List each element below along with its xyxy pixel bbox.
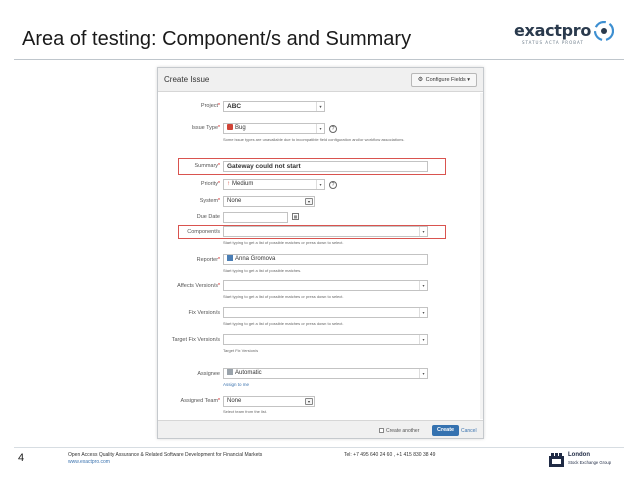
reporter-value: Anna Gromova (235, 256, 276, 262)
create-issue-dialog (157, 67, 484, 439)
chevron-down-icon: ▾ (419, 227, 427, 236)
issue-type-value: Bug (235, 125, 246, 131)
project-value: ABC (227, 103, 242, 110)
summary-value: Gateway could not start (227, 163, 301, 170)
summary-label: Summary* (194, 163, 220, 169)
footer-website-link[interactable]: www.exactpro.com (68, 459, 110, 465)
bug-icon (227, 124, 233, 130)
title-divider (14, 59, 624, 60)
lse-wordmark: London (568, 452, 590, 458)
assign-to-me-link[interactable]: Assign to me (223, 382, 250, 387)
system-value: None (227, 198, 242, 204)
logo-mark-icon (594, 21, 614, 41)
project-label: Project* (200, 103, 220, 109)
system-select[interactable] (223, 196, 315, 207)
components-hint: Start typing to get a list of possible matches or press down to select. (223, 240, 344, 245)
footer-phone: Tel: +7 495 640 24 60 , +1 415 830 38 49 (344, 452, 436, 458)
reporter-label: Reporter* (196, 257, 220, 263)
reporter-input[interactable] (223, 254, 428, 265)
priority-label: Priority* (200, 181, 220, 187)
chevron-down-icon: ▾ (305, 198, 313, 205)
system-label: System* (199, 198, 220, 204)
footer-divider (14, 447, 624, 448)
priority-value: Medium (232, 181, 254, 187)
slide-number: 4 (18, 452, 25, 464)
target-fix-versions-label: Target Fix Version/s (171, 337, 220, 343)
assigned-team-label: Assigned Team* (180, 398, 220, 404)
lse-crest-icon (548, 452, 565, 469)
logo-tagline: STATUS ACTA PROBAT (522, 40, 584, 45)
fix-versions-label: Fix Version/s (188, 310, 220, 316)
create-another-label: Create another (386, 428, 420, 434)
assigned-team-select[interactable] (223, 396, 315, 407)
cancel-link[interactable]: Cancel (461, 428, 477, 434)
fix-versions-hint: Start typing to get a list of possible matches or press down to select. (223, 321, 344, 326)
due-date-input[interactable] (223, 212, 288, 223)
chevron-down-icon: ▾ (316, 180, 324, 189)
due-date-label: Due Date (196, 214, 220, 220)
slide-title: Area of testing: Component/s and Summary (22, 28, 412, 50)
affects-versions-label: Affects Version/s* (177, 283, 220, 289)
summary-input[interactable] (223, 161, 428, 172)
dialog-footer (158, 420, 483, 439)
components-input[interactable] (223, 226, 428, 237)
exactpro-logo (514, 21, 614, 49)
target-fix-versions-hint: Target Fix Version/s (223, 348, 259, 353)
reporter-hint: Start typing to get a list of possible matches. (223, 268, 302, 273)
dialog-title: Create Issue (164, 75, 210, 84)
dialog-header (158, 68, 483, 92)
calendar-icon[interactable]: ▦ (293, 214, 298, 219)
chevron-down-icon: ▾ (419, 281, 427, 290)
checkbox-icon (379, 428, 384, 433)
assignee-value: Automatic (235, 370, 262, 376)
user-avatar-icon (227, 255, 233, 261)
issue-type-select[interactable] (223, 123, 325, 134)
create-button[interactable]: Create (432, 425, 459, 436)
chevron-down-icon: ▾ (419, 335, 427, 344)
create-another-checkbox[interactable] (379, 428, 419, 434)
lse-subtitle: Stock Exchange Group (568, 460, 612, 465)
configure-fields-label: Configure Fields (425, 77, 466, 83)
gear-icon: ⚙ (417, 77, 424, 83)
chevron-down-icon: ▾ (419, 308, 427, 317)
assigned-team-hint: Select team from the list. (223, 409, 268, 414)
lse-group-logo (548, 452, 620, 470)
chevron-down-icon: ▾ (316, 102, 324, 111)
configure-fields-button[interactable] (411, 73, 477, 87)
chevron-down-icon: ▾ (305, 398, 313, 405)
affects-versions-hint: Start typing to get a list of possible matches or press down to select. (223, 294, 344, 299)
footer-tagline: Open Access Quality Assurance & Related Software Development for Financial Markets (68, 452, 263, 458)
assignee-input[interactable] (223, 368, 428, 379)
chevron-down-icon: ▾ (419, 369, 427, 378)
components-label: Component/s (187, 229, 220, 235)
dialog-scrollbar[interactable] (480, 93, 483, 419)
issue-type-hint: Some issue types are unavailable due to incompatible field configuration and/or workflow associations. (223, 137, 405, 142)
automatic-assignee-icon (227, 369, 233, 375)
arrow-up-icon: ↑ (227, 181, 230, 187)
target-fix-versions-input[interactable] (223, 334, 428, 345)
help-icon[interactable]: ? (329, 125, 337, 133)
assigned-team-value: None (227, 398, 242, 404)
affects-versions-input[interactable] (223, 280, 428, 291)
fix-versions-input[interactable] (223, 307, 428, 318)
priority-select[interactable] (223, 179, 325, 190)
chevron-down-icon: ▾ (467, 77, 470, 83)
help-icon[interactable]: ? (329, 181, 337, 189)
logo-wordmark: exactpro (514, 21, 592, 40)
issue-type-label: Issue Type* (191, 125, 220, 131)
chevron-down-icon: ▾ (316, 124, 324, 133)
assignee-label: Assignee (197, 371, 220, 377)
project-select[interactable] (223, 101, 325, 112)
